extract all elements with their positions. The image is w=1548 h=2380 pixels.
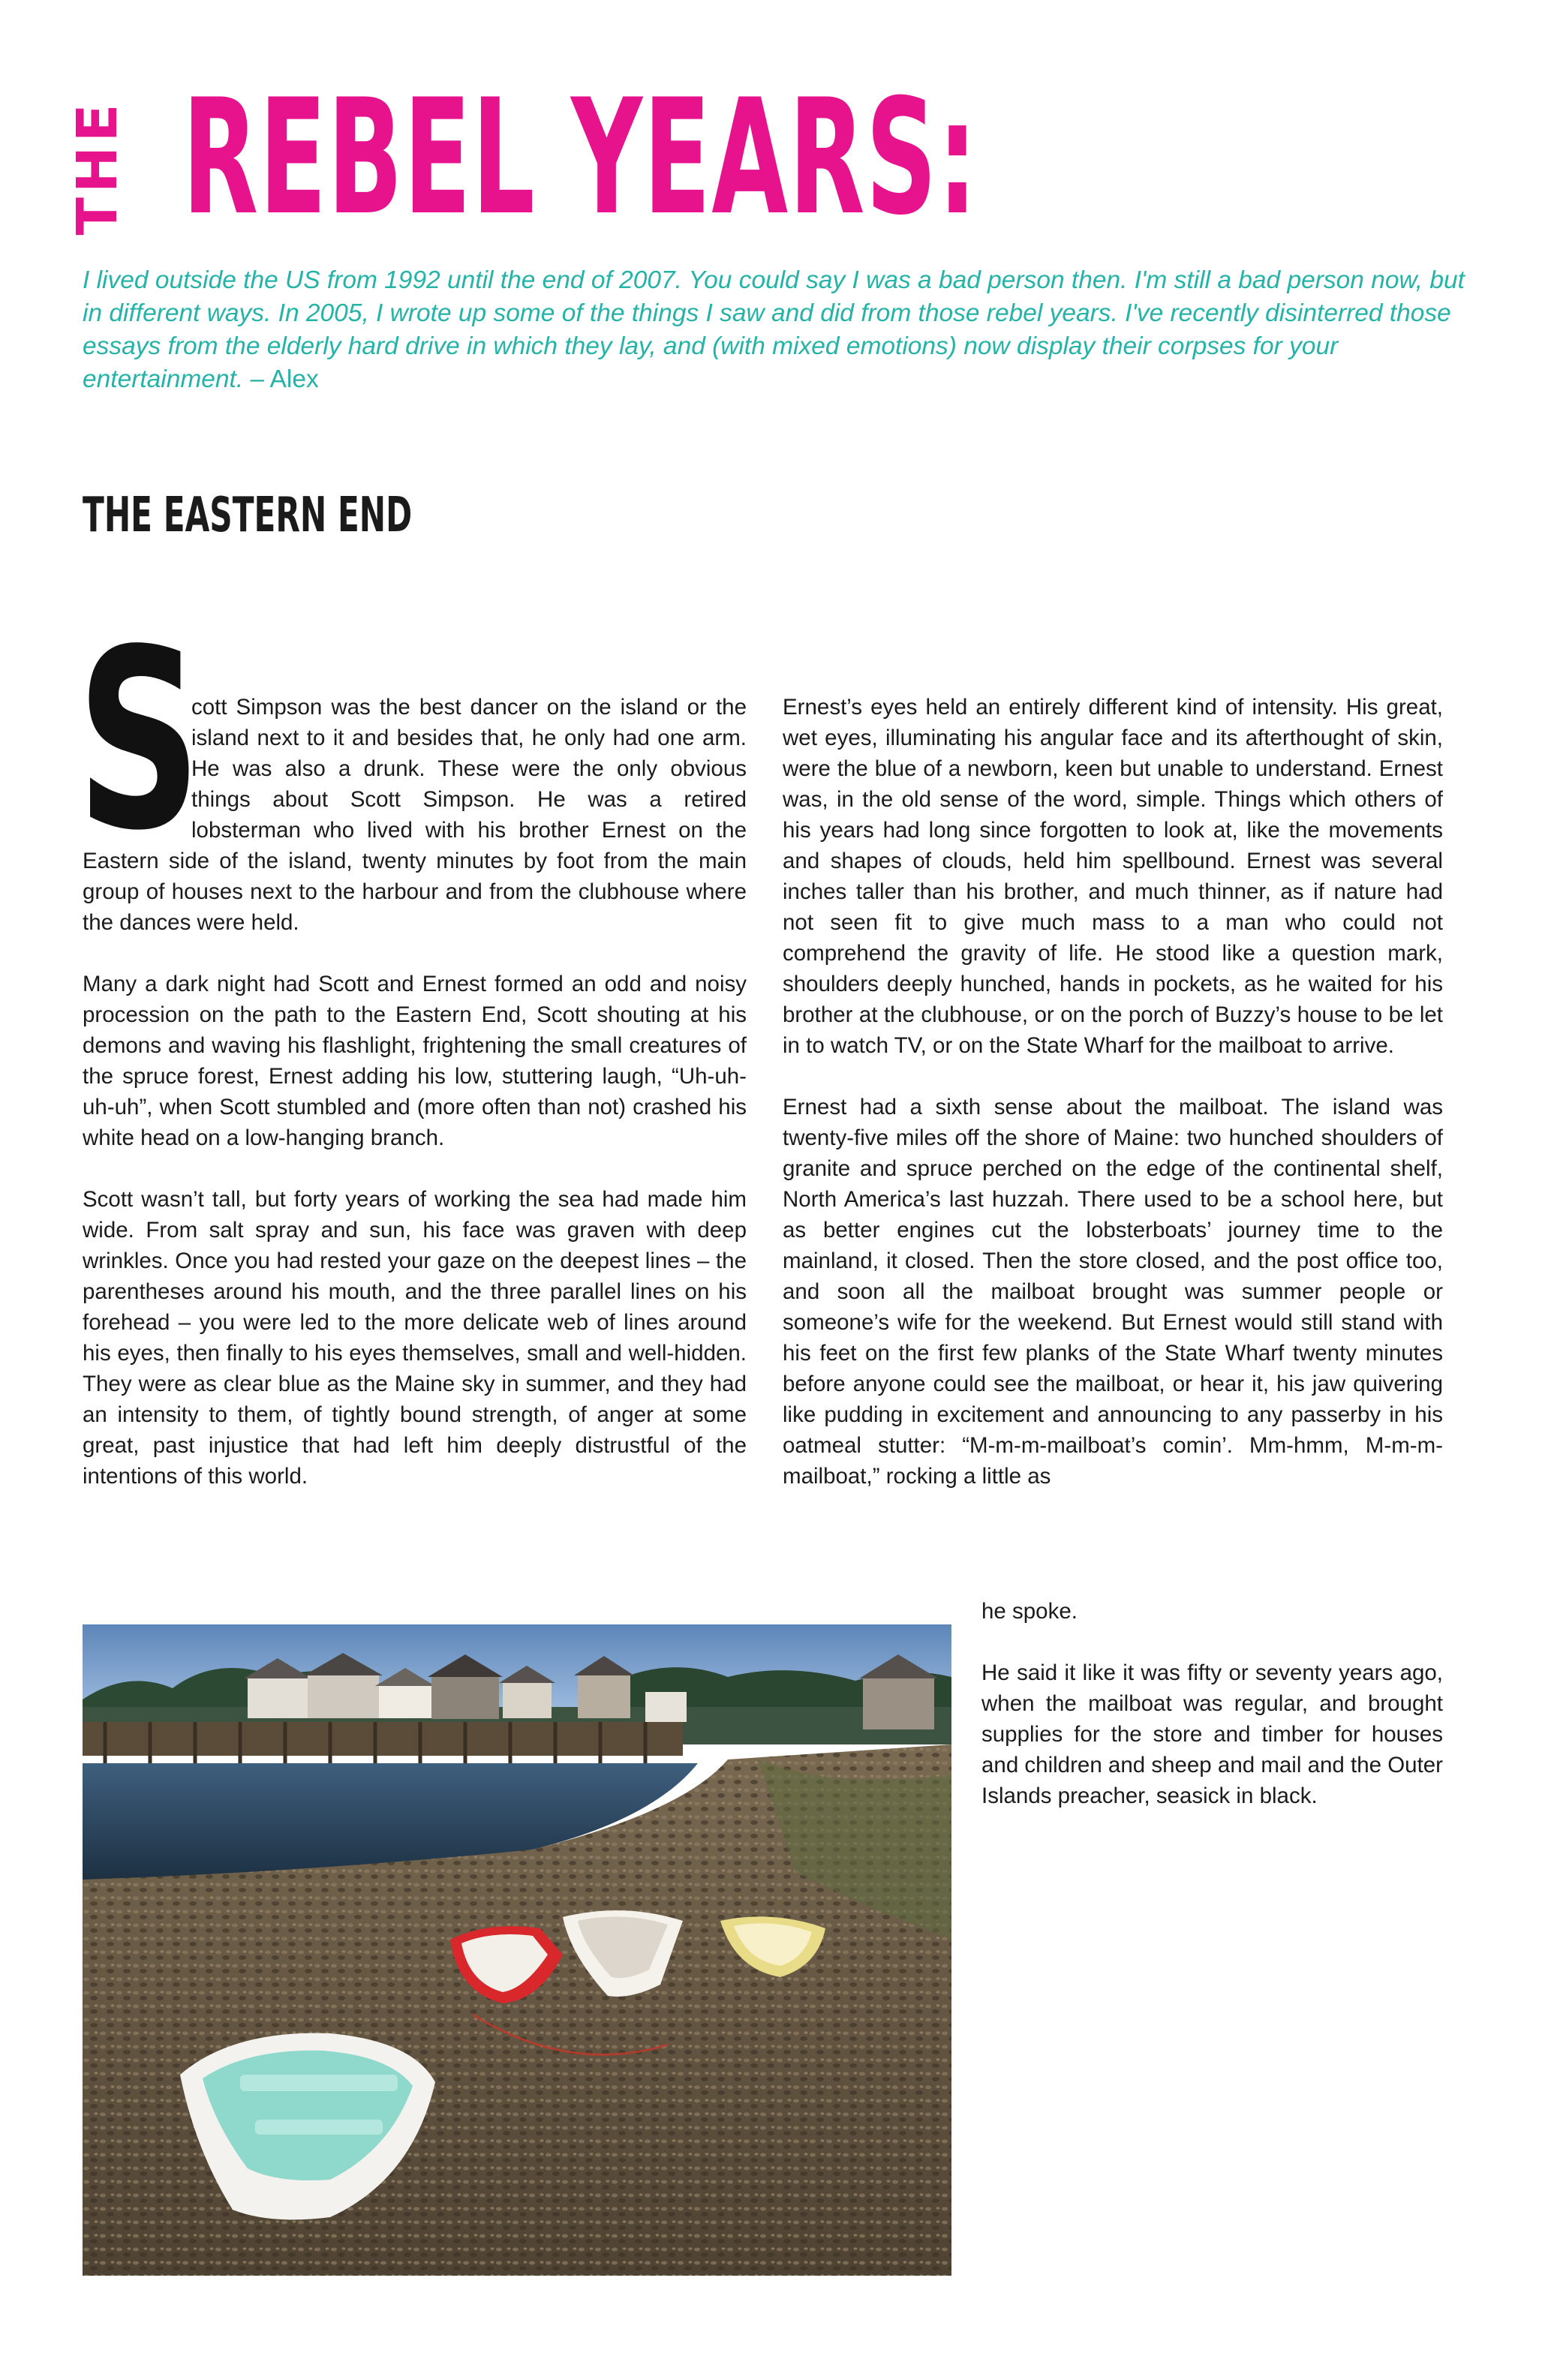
- paragraph: Ernest had a sixth sense about the mailboat. The island was twenty-five miles off the shore of Maine: two hunched shoulders of granite and spruce perched on the edge of the continental shelf, North America’s last huzzah. There used to be a school here, but as better engines cut the lobsterboats’ journey time to the mainland, it closed. Then the store closed, and the post office too, and soon all the mailboat brought was summer people or someone’s wife for the weekend. But Ernest would still stand with his feet on the first few planks of the State Wharf twenty minutes before anyone could see the mailboat, or hear it, his jaw quivering like pudding in excitement and announcing to any passerby in his oatmeal stutter: “M-m-m-mailboat’s comin’. Mm-hmm, M-m-m-mailboat,” rocking a little as: [783, 1095, 1443, 1489]
- masthead: [65, 65, 1208, 250]
- paragraph: he spoke.: [981, 1599, 1078, 1624]
- paragraph: Many a dark night had Scott and Ernest formed an odd and noisy procession on the path to the Eastern End, Scott shouting at his demons and waving his flashlight, frightening the small creatures of the spruce forest, Ernest adding his low, stuttering laugh, “Uh-uh-uh-uh”, when Scott stumbled and (more often than not) crashed his white head on a low-hanging branch.: [83, 972, 747, 1150]
- paragraph: He said it like it was fifty or seventy years ago, when the mailboat was regular, and brought supplies for the store and timber for houses and children and sheep and mail and the Outer Islands preacher, seasick in black.: [981, 1660, 1444, 1808]
- intro-text: I lived outside the US from 1992 until the end of 2007. You could say I was a bad person then. I'm still a bad person now, but in different ways. In 2005, I wrote up some of the things I saw and did from those rebel years. I've recently disinterred those essays from the elderly hard drive in which they lay, and (with mixed emotions) now display their corpses for your entertainment.: [83, 266, 1465, 393]
- the-text: THE: [65, 99, 130, 236]
- page-title: REBEL YEARS:: [182, 65, 978, 250]
- article-column-right: [783, 692, 1443, 1522]
- paragraph-text: cott Simpson was the best dancer on the island or the island next to it and besides that, he only had one arm. He was also a drunk. These were the only obvious things about Scott Simpson. He was a retired lobsterman who lived with his brother Ernest on the Eastern side of the island, twenty minutes by foot from the main group of houses next to the harbour and from the clubhouse where the dances were held.: [83, 695, 747, 935]
- intro-signature: – Alex: [250, 365, 319, 393]
- intro-blurb: [83, 264, 1486, 396]
- article-column-left: [77, 597, 747, 1522]
- harbour-photo: [83, 1624, 951, 2276]
- paragraph: Ernest’s eyes held an entirely different kind of intensity. His great, wet eyes, illuminating his angular face and its afterthought of skin, were the blue of a newborn, keen but unable to understand. Ernest was, in the old sense of the word, simple. Things which others of his years had long since forgotten to look at, like the movements and shapes of clouds, held him spellbound. Ernest was several inches taller than his brother, and much thinner, as if nature had not seen fit to give much mass to a man who could not comprehend the gravity of life. He stood like a question mark, shoulders deeply hunched, hands in pockets, as he waited for his brother at the clubhouse, or on the porch of Buzzy’s house to be let in to watch TV, or on the State Wharf for the mailboat to arrive.: [783, 695, 1443, 1058]
- article-column-wrap: [981, 1596, 1443, 1842]
- section-heading: THE EASTERN END: [83, 488, 413, 543]
- paragraph: Scott wasn’t tall, but forty years of working the sea had made him wide. From salt spray and sun, his face was graven with deep wrinkles. Once you had rested your gaze on the deepest lines – the parentheses around his mouth, and the three parallel lines on his forehead – you were led to the more delicate web of lines around his eyes, then finally to his eyes themselves, small and well-hidden. They were as clear blue as the Maine sky in summer, and they had an intensity to them, of tightly bound strength, of anger at some great, past injustice that had left him deeply distrustful of the intentions of this world.: [83, 1187, 747, 1489]
- harbour-boats-image: [83, 1624, 951, 2276]
- the-label: [65, 89, 130, 246]
- paragraph: [77, 597, 747, 938]
- drop-cap: S: [77, 597, 202, 885]
